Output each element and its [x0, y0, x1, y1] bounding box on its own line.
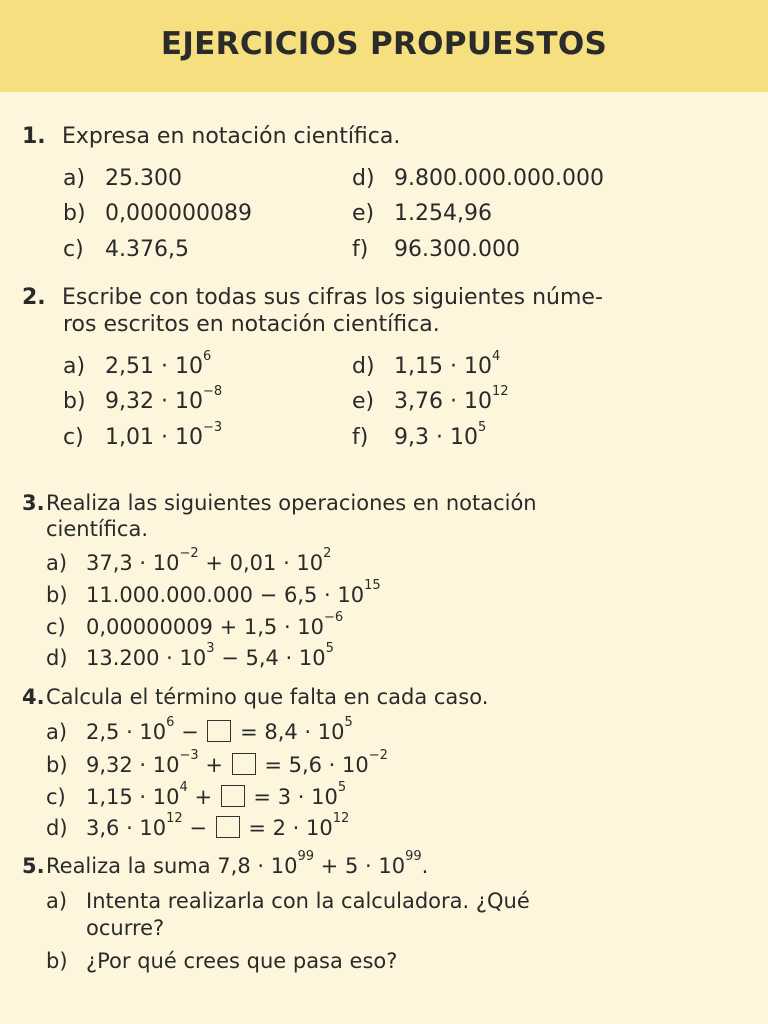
exercise-item: f) 96.300.000 [352, 237, 520, 262]
exercise-item: e) $3,76 \cdot 10^{12}$ [352, 384, 509, 414]
exercise-item: d) $1,15 \cdot 10^4$ [352, 349, 501, 379]
exercise-item: f) $9,3 \cdot 10^5$ [352, 420, 487, 450]
exercise-number: 4. [22, 685, 45, 709]
exercise-item: d) $13.200 \cdot 10^3 - 5,4 \cdot 10^5$ [46, 641, 334, 670]
exercise-3-statement [22, 490, 537, 517]
exercise-text-continued: científica. [46, 517, 148, 541]
exercise-item: c) $1,15 \cdot 10^4$ + = $3 \cdot 10^5$ [46, 780, 347, 809]
exercise-item: d) 9.800.000.000.000 [352, 166, 604, 191]
exercise-text: Expresa en notación científica. [62, 124, 401, 149]
exercise-item: c) $0,00000009 + 1,5 \cdot 10^{-6}$ [46, 610, 344, 639]
exercise-4-statement [22, 684, 488, 711]
exercise-5-statement: 5.Realiza la suma $7,8 \cdot 10^{99} + 5 \cdot 10^{99}$. [22, 849, 429, 878]
exercise-text: Escribe con todas sus cifras los siguientes núme- [62, 285, 603, 310]
exercise-item: b) $9,32 \cdot 10^{-3}$ + = $5,6 \cdot 10^{-2}$ [46, 748, 388, 777]
exercise-1-statement [22, 123, 400, 150]
exercise-item: b) 0,000000089 [63, 201, 252, 226]
exercise-text: Realiza las siguientes operaciones en notación [46, 491, 537, 515]
exercise-item: a) 25.300 [63, 166, 182, 191]
exercise-item-continued: ocurre? [86, 916, 165, 940]
exercise-text: Calcula el término que falta en cada caso. [46, 685, 489, 709]
exercise-item: a) Intenta realizarla con la calculadora. ¿Qué [46, 889, 530, 913]
blank-box [232, 753, 256, 775]
exercise-item: a) $2,51 \cdot 10^6$ [63, 349, 212, 379]
blank-box [207, 720, 231, 742]
exercise-item: d) $3,6 \cdot 10^{12}$ − = $2 \cdot 10^{12}$ [46, 811, 350, 840]
exercise-2-statement [22, 284, 603, 311]
exercise-item: b) $11.000.000.000 - 6,5 \cdot 10^{15}$ [46, 578, 381, 607]
exercise-item: c) $1,01 \cdot 10^{-3}$ [63, 420, 223, 450]
page-title: EJERCICIOS PROPUESTOS [160, 26, 608, 62]
exercise-number: 1. [22, 124, 46, 149]
exercise-item: a) $2,5 \cdot 10^6$ − = $8,4 \cdot 10^5$ [46, 715, 353, 744]
exercise-text-continued: ros escritos en notación científica. [63, 312, 440, 337]
exercise-item: b) ¿Por qué crees que pasa eso? [46, 949, 398, 973]
exercise-number: 5. [22, 854, 45, 878]
exercise-item: e) 1.254,96 [352, 201, 492, 226]
exercise-number: 2. [22, 285, 46, 310]
exercise-number: 3. [22, 491, 45, 515]
exercise-item: b) $9,32 \cdot 10^{-8}$ [63, 384, 223, 414]
blank-box [221, 785, 245, 807]
blank-box [216, 816, 240, 838]
exercise-item: c) 4.376,5 [63, 237, 189, 262]
exercise-item: a) $37,3 \cdot 10^{-2} + 0,01 \cdot 10^2$ [46, 546, 332, 575]
